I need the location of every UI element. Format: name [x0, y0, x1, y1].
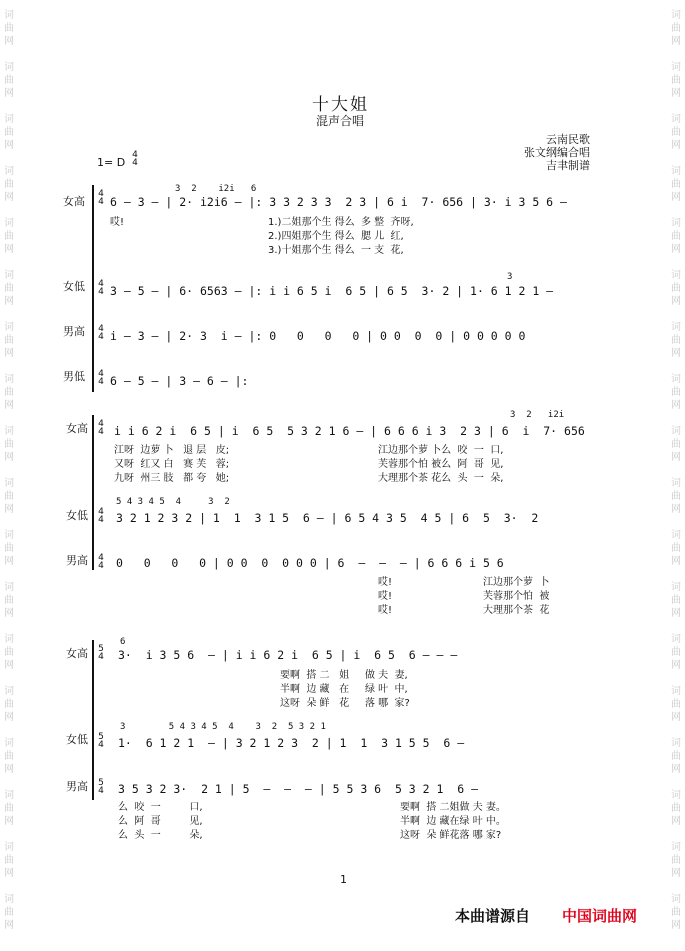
- watermark-char: 网: [4, 192, 14, 203]
- watermark-char: 词: [671, 790, 681, 801]
- watermark-char: 网: [671, 712, 681, 723]
- watermark-char: 词: [671, 634, 681, 645]
- system3-brace: [92, 640, 94, 800]
- watermark-char: 曲: [671, 751, 681, 762]
- watermark-char: 网: [671, 192, 681, 203]
- s3-alto-upper: 3 5 4 3 4 5 4 3 2 5 3 2 1: [120, 722, 326, 732]
- watermark-char: 词: [671, 842, 681, 853]
- watermark-char: 网: [4, 556, 14, 567]
- s2-tenor-notes: 0 0 0 0 | 0 0 0 0 0 0 | 6 — — — | 6 6 6 i 5 6: [116, 556, 504, 570]
- watermark-char: 曲: [671, 179, 681, 190]
- ts-s1-tenor: 4 4: [98, 324, 104, 342]
- watermark-char: 曲: [4, 127, 14, 138]
- watermark-char: 词: [671, 322, 681, 333]
- s1-soprano-notes: 6 — 3 — | 2· i2i6 — |: 3 3 2 3 3 2 3 | 6 i 7· 656 | 3· i 3 5 6 —: [110, 195, 567, 209]
- ts-s1-alto: 4 4: [98, 279, 104, 297]
- watermark-char: 网: [4, 36, 14, 47]
- s1-soprano-lyric-1: 1.)二姐那个生 得么 多 整 齐呀,: [268, 217, 414, 228]
- s2-tenor-lyric-a1: 哎!: [378, 577, 393, 588]
- watermark-char: 曲: [4, 907, 14, 918]
- watermark-char: 词: [4, 322, 14, 333]
- watermark-char: 词: [4, 114, 14, 125]
- s3-soprano-lyric-2: 半啊 边 藏 在 绿 叶 中,: [280, 684, 408, 695]
- source-site-link[interactable]: 中国词曲网: [562, 907, 638, 925]
- watermark-char: 词: [671, 10, 681, 21]
- s2-tenor-lyric-b2: 芙蓉那个怕 被: [483, 591, 550, 602]
- key-signature: 1= D: [97, 156, 126, 169]
- watermark-char: 词: [4, 894, 14, 905]
- watermark-char: 网: [4, 348, 14, 359]
- watermark-char: 曲: [671, 387, 681, 398]
- s3-tenor-lyric-1: 么 咬 一 口,: [118, 802, 203, 813]
- credit-origin: 云南民歌: [546, 133, 590, 146]
- watermark-char: 网: [671, 660, 681, 671]
- watermark-char: 词: [4, 218, 14, 229]
- ts-s1-soprano: 4 4: [98, 189, 104, 207]
- watermark-char: 词: [4, 790, 14, 801]
- watermark-char: 词: [671, 426, 681, 437]
- watermark-char: 网: [4, 452, 14, 463]
- voice-label-tenor-2: 男高: [66, 554, 88, 567]
- watermark-right: [667, 0, 685, 951]
- watermark-left: [0, 0, 18, 951]
- watermark-char: 词: [671, 530, 681, 541]
- s2-tenor-lyric-a3: 哎!: [378, 605, 393, 616]
- watermark-char: 词: [4, 530, 14, 541]
- watermark-char: 词: [4, 634, 14, 645]
- watermark-char: 网: [671, 36, 681, 47]
- watermark-char: 网: [671, 88, 681, 99]
- watermark-char: 词: [4, 738, 14, 749]
- s2-soprano-lyric-b2: 芙蓉那个怕 被么 阿 哥 见,: [378, 459, 504, 470]
- watermark-char: 词: [671, 114, 681, 125]
- s3-soprano-lyric-1: 要啊 搭 二 姐 做 夫 妻,: [280, 670, 408, 681]
- voice-label-soprano-3: 女高: [66, 647, 88, 660]
- watermark-char: 曲: [671, 127, 681, 138]
- watermark-char: 曲: [671, 283, 681, 294]
- s3-soprano-notes: 3· i 3 5 6 — | i i 6 2 i 6 5 | i 6 5 6 — — —: [118, 648, 458, 662]
- ts-s3-tenor: 5 4: [98, 778, 104, 796]
- page-number: 1: [340, 873, 347, 886]
- s3-soprano-lyric-3: 这呀 朵 鲜 花 落 哪 家?: [280, 698, 410, 709]
- page-title: 十大姐: [312, 95, 369, 115]
- s2-tenor-lyric-b3: 大理那个茶 花: [483, 605, 550, 616]
- s1-alto-upper: 3: [507, 272, 513, 282]
- watermark-char: 曲: [4, 647, 14, 658]
- watermark-char: 曲: [4, 751, 14, 762]
- s3-tenor-lyric-3: 么 头 一 朵,: [118, 830, 203, 841]
- watermark-char: 网: [4, 712, 14, 723]
- watermark-char: 网: [671, 816, 681, 827]
- credit-arranger: 张文纲编合唱: [524, 146, 590, 159]
- ts-s2-soprano: 4 4: [98, 419, 104, 437]
- voice-label-alto-2: 女低: [66, 509, 88, 522]
- s2-soprano-notes: i i 6 2 i 6 5 | i 6 5 5 3 2 1 6 — | 6 6 6 i 3 2 3 | 6 i 7· 656: [114, 424, 585, 438]
- credit-transcriber: 吉聿制谱: [546, 159, 590, 172]
- watermark-char: 曲: [4, 23, 14, 34]
- watermark-char: 网: [671, 452, 681, 463]
- watermark-char: 曲: [4, 387, 14, 398]
- watermark-char: 词: [671, 894, 681, 905]
- voice-label-tenor-3: 男高: [66, 780, 88, 793]
- watermark-char: 曲: [671, 439, 681, 450]
- watermark-char: 曲: [671, 647, 681, 658]
- system2-brace: [92, 415, 94, 570]
- watermark-char: 词: [4, 478, 14, 489]
- watermark-char: 词: [4, 374, 14, 385]
- watermark-char: 网: [4, 88, 14, 99]
- voice-label-tenor: 男高: [63, 325, 85, 338]
- watermark-char: 网: [4, 816, 14, 827]
- watermark-char: 曲: [671, 543, 681, 554]
- s3-tenor-lyric-b1: 要啊 搭 二姐做 夫 妻。: [400, 802, 506, 813]
- watermark-char: 词: [4, 166, 14, 177]
- s1-alto-notes: 3 — 5 — | 6· 6563 — |: i i 6 5 i 6 5 | 6 5 3· 2 | 1· 6 1 2 1 —: [110, 284, 554, 298]
- watermark-char: 词: [671, 478, 681, 489]
- s2-soprano-lyric-b1: 江边那个萝 卜么 咬 一 口,: [378, 445, 504, 456]
- watermark-char: 网: [671, 400, 681, 411]
- s2-soprano-upper: 3 2 i2i: [510, 410, 565, 420]
- watermark-char: 曲: [4, 231, 14, 242]
- s2-alto-upper: 5 4 3 4 5 4 3 2: [116, 497, 230, 507]
- watermark-char: 词: [671, 218, 681, 229]
- watermark-char: 网: [4, 504, 14, 515]
- voice-label-alto: 女低: [63, 280, 85, 293]
- watermark-char: 词: [671, 686, 681, 697]
- s1-soprano-lyric-start: 哎!: [110, 217, 125, 228]
- watermark-char: 曲: [671, 699, 681, 710]
- watermark-char: 网: [671, 556, 681, 567]
- s1-bass-notes: 6 — 5 — | 3 — 6 — |:: [110, 374, 249, 388]
- watermark-char: 词: [4, 686, 14, 697]
- watermark-char: 网: [671, 920, 681, 931]
- watermark-char: 网: [4, 608, 14, 619]
- s2-tenor-lyric-a2: 哎!: [378, 591, 393, 602]
- watermark-char: 曲: [4, 855, 14, 866]
- voice-label-alto-3: 女低: [66, 733, 88, 746]
- ts-s2-alto: 4 4: [98, 507, 104, 525]
- voice-label-soprano: 女高: [63, 195, 85, 208]
- s3-tenor-notes: 3 5 3 2 3· 2 1 | 5 — — — | 5 5 3 6 5 3 2 1 6 —: [118, 782, 479, 796]
- watermark-char: 曲: [4, 75, 14, 86]
- watermark-char: 词: [4, 270, 14, 281]
- watermark-char: 网: [671, 868, 681, 879]
- watermark-char: 曲: [4, 595, 14, 606]
- watermark-char: 网: [4, 868, 14, 879]
- watermark-char: 曲: [671, 75, 681, 86]
- s3-tenor-lyric-b2: 半啊 边 藏在绿 叶 中。: [400, 816, 506, 827]
- watermark-char: 曲: [4, 179, 14, 190]
- watermark-char: 曲: [671, 803, 681, 814]
- ts-s3-alto: 5 4: [98, 732, 104, 750]
- voice-label-bass: 男低: [63, 370, 85, 383]
- s2-soprano-lyric-2: 又呀 红又 白 赛 芙 蓉;: [114, 459, 230, 470]
- watermark-char: 网: [671, 764, 681, 775]
- watermark-char: 网: [4, 296, 14, 307]
- watermark-char: 网: [671, 296, 681, 307]
- watermark-char: 曲: [4, 491, 14, 502]
- watermark-char: 词: [4, 842, 14, 853]
- watermark-char: 网: [4, 920, 14, 931]
- s1-soprano-upper: 3 2 i2i 6: [110, 184, 257, 194]
- s1-soprano-lyric-3: 3.)十姐那个生 得么 一 支 花,: [268, 245, 404, 256]
- watermark-char: 曲: [4, 803, 14, 814]
- s1-tenor-notes: i — 3 — | 2· 3 i — |: 0 0 0 0 | 0 0 0 0 | 0 0 0 0 0: [110, 329, 526, 343]
- source-prefix: 本曲谱源自: [455, 907, 531, 925]
- watermark-char: 曲: [4, 699, 14, 710]
- watermark-char: 词: [671, 270, 681, 281]
- time-signature: 4 4: [132, 150, 138, 168]
- watermark-char: 曲: [4, 335, 14, 346]
- s3-tenor-lyric-b3: 这呀 朵 鲜花落 哪 家?: [400, 830, 502, 841]
- watermark-char: 曲: [671, 595, 681, 606]
- watermark-char: 曲: [671, 855, 681, 866]
- watermark-char: 曲: [4, 543, 14, 554]
- watermark-char: 词: [4, 426, 14, 437]
- watermark-char: 网: [671, 140, 681, 151]
- s2-alto-notes: 3 2 1 2 3 2 | 1 1 3 1 5 6 — | 6 5 4 3 5 4 5 | 6 5 3· 2: [116, 511, 539, 525]
- watermark-char: 网: [671, 244, 681, 255]
- watermark-char: 词: [671, 738, 681, 749]
- watermark-char: 词: [671, 166, 681, 177]
- s3-tenor-lyric-2: 么 阿 哥 见,: [118, 816, 203, 827]
- page-subtitle: 混声合唱: [316, 114, 365, 128]
- watermark-char: 曲: [4, 439, 14, 450]
- watermark-char: 网: [4, 244, 14, 255]
- ts-s1-bass: 4 4: [98, 369, 104, 387]
- s2-tenor-lyric-b1: 江边那个萝 卜: [483, 577, 550, 588]
- watermark-char: 曲: [671, 491, 681, 502]
- watermark-char: 网: [4, 764, 14, 775]
- system1-brace: [92, 185, 94, 392]
- s1-soprano-lyric-2: 2.)四姐那个生 得么 腮 儿 红,: [268, 231, 404, 242]
- voice-label-soprano-2: 女高: [66, 422, 88, 435]
- watermark-char: 曲: [671, 23, 681, 34]
- watermark-char: 网: [671, 348, 681, 359]
- watermark-char: 词: [671, 582, 681, 593]
- watermark-char: 网: [671, 504, 681, 515]
- watermark-char: 词: [4, 582, 14, 593]
- s2-soprano-lyric-b3: 大理那个茶 花么 头 一 朵,: [378, 473, 504, 484]
- watermark-char: 网: [4, 400, 14, 411]
- watermark-char: 词: [671, 62, 681, 73]
- watermark-char: 曲: [4, 283, 14, 294]
- s2-soprano-lyric-3: 九呀 州三 肢 都 夸 她;: [114, 473, 230, 484]
- s3-soprano-upper: 6: [120, 637, 126, 647]
- watermark-char: 词: [671, 374, 681, 385]
- ts-s3-soprano: 5 4: [98, 644, 104, 662]
- watermark-char: 网: [4, 140, 14, 151]
- watermark-char: 曲: [671, 231, 681, 242]
- watermark-char: 曲: [671, 335, 681, 346]
- ts-s2-tenor: 4 4: [98, 553, 104, 571]
- s2-soprano-lyric-1: 江呀 边萝 卜 退 层 皮;: [114, 445, 230, 456]
- watermark-char: 词: [4, 10, 14, 21]
- watermark-char: 网: [4, 660, 14, 671]
- watermark-char: 曲: [671, 907, 681, 918]
- s3-alto-notes: 1· 6 1 2 1 — | 3 2 1 2 3 2 | 1 1 3 1 5 5 6 —: [118, 736, 465, 750]
- watermark-char: 词: [4, 62, 14, 73]
- watermark-char: 网: [671, 608, 681, 619]
